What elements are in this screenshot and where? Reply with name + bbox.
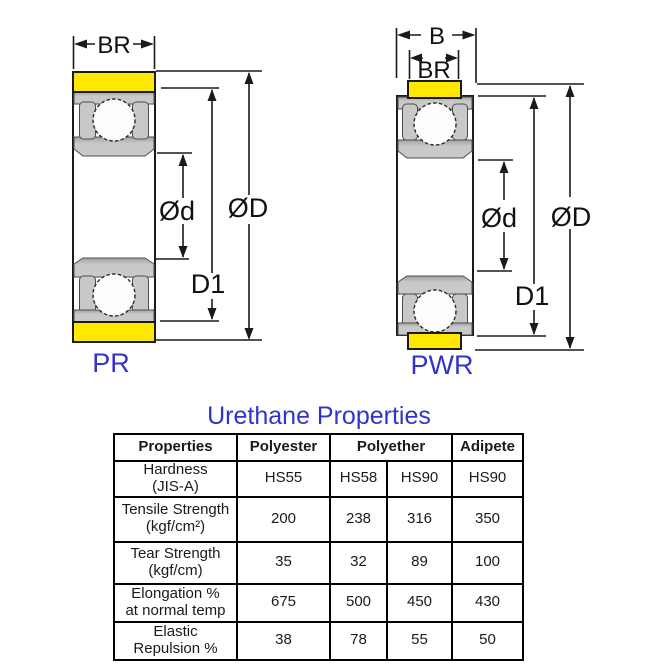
row-label-line2: (JIS-A)	[152, 477, 199, 495]
cell-value: 500	[330, 584, 387, 622]
row-label-elongation	[114, 584, 237, 622]
pr-bore-arrow-up	[179, 154, 188, 166]
cell-value: HS55	[237, 461, 330, 497]
pr-d1-arrow-up	[208, 89, 217, 101]
row-label-tensile	[114, 497, 237, 542]
pr-dim-bore	[156, 153, 195, 259]
cell-value: 430	[452, 584, 523, 622]
cell-value: 78	[330, 622, 387, 660]
row-label-line1: Elastic	[153, 622, 198, 640]
pwr-part-label: PWR	[410, 350, 474, 380]
pwr-bore-arrow-down	[500, 258, 509, 270]
row-label-line1: Elongation %	[131, 584, 220, 602]
table-header-row	[114, 434, 523, 461]
cell-value: HS90	[452, 461, 523, 497]
pr-d1-arrow-down	[208, 308, 217, 320]
pwr-ball-bottom	[414, 290, 456, 332]
cell-value: 238	[330, 497, 387, 542]
row-label-elastic	[114, 622, 237, 660]
pwr-urethane-band-bottom	[408, 333, 461, 349]
pr-br-arrow-right	[141, 40, 154, 49]
cell-value: 100	[452, 542, 523, 584]
pr-od-arrow-down	[245, 328, 254, 340]
pwr-od-arrow-up	[566, 85, 575, 97]
pr-urethane-band-bottom	[73, 322, 155, 342]
cell-value: 200	[237, 497, 330, 542]
cell-value: 38	[237, 622, 330, 660]
row-label-line2: (kgf/cm)	[148, 561, 203, 579]
urethane-properties-table	[113, 433, 524, 661]
pwr-d1-label: D1	[514, 281, 550, 311]
cell-value: 316	[387, 497, 452, 542]
cell-value: 350	[452, 497, 523, 542]
pwr-diagram	[397, 23, 592, 380]
pr-bore-arrow-down	[179, 246, 188, 258]
row-label-line1: Tensile Strength	[121, 501, 230, 519]
pwr-b-arrow-right	[463, 31, 476, 40]
row-label-tear	[114, 542, 237, 584]
pr-od-label: ØD	[227, 193, 269, 223]
cell-value: HS90	[387, 461, 452, 497]
table-row-tensile-strength	[114, 497, 523, 542]
row-label-line2: at normal temp	[125, 601, 226, 619]
cell-value: HS58	[330, 461, 387, 497]
row-label-line2: (kgf/cm²)	[145, 518, 206, 536]
cell-value: 55	[387, 622, 452, 660]
cell-value: 35	[237, 542, 330, 584]
col-header-polyester: Polyester	[237, 434, 330, 461]
col-header-properties: Properties	[114, 434, 237, 461]
pr-br-arrow-left	[74, 40, 87, 49]
pr-d1-label: D1	[190, 269, 226, 299]
cell-value: 450	[387, 584, 452, 622]
row-label-line1: Tear Strength	[130, 544, 221, 562]
col-header-adipete: Adipete	[452, 434, 523, 461]
pwr-d1-arrow-down	[530, 323, 539, 335]
pr-part-label: PR	[92, 348, 130, 378]
pwr-bore-arrow-up	[500, 161, 509, 173]
pwr-b-label: B	[428, 23, 446, 50]
pwr-od-arrow-down	[566, 337, 575, 349]
pr-ball-top	[93, 99, 135, 141]
cell-value: 32	[330, 542, 387, 584]
pwr-dim-br	[410, 50, 459, 84]
pr-ball-bottom	[93, 274, 135, 316]
cell-value: 89	[387, 542, 452, 584]
cell-value: 50	[452, 622, 523, 660]
col-header-polyether: Polyether	[330, 434, 452, 461]
row-label-hardness	[114, 461, 237, 497]
table-title: Urethane Properties	[207, 402, 431, 430]
table-row-elongation	[114, 584, 523, 622]
pr-od-arrow-up	[245, 72, 254, 84]
table-row-tear-strength	[114, 542, 523, 584]
row-label-line1: Hardness	[143, 461, 208, 478]
pr-dim-br	[74, 32, 155, 69]
pr-diagram	[73, 32, 268, 378]
pr-br-label: BR	[97, 32, 131, 59]
pwr-br-label: BR	[417, 57, 451, 84]
pr-urethane-band-top	[73, 72, 155, 92]
row-label-line2: Repulsion %	[133, 639, 218, 657]
table-row-elastic-repulsion	[114, 622, 523, 660]
pwr-bore-label: Ød	[480, 203, 518, 233]
pwr-od-label: ØD	[550, 202, 592, 232]
table-row-hardness	[114, 461, 523, 497]
pr-bore-label: Ød	[158, 196, 196, 226]
pwr-b-arrow-left	[397, 31, 410, 40]
pwr-d1-arrow-up	[530, 97, 539, 109]
pwr-dim-bore	[477, 160, 517, 271]
pwr-ball-top	[414, 103, 456, 145]
cell-value: 675	[237, 584, 330, 622]
